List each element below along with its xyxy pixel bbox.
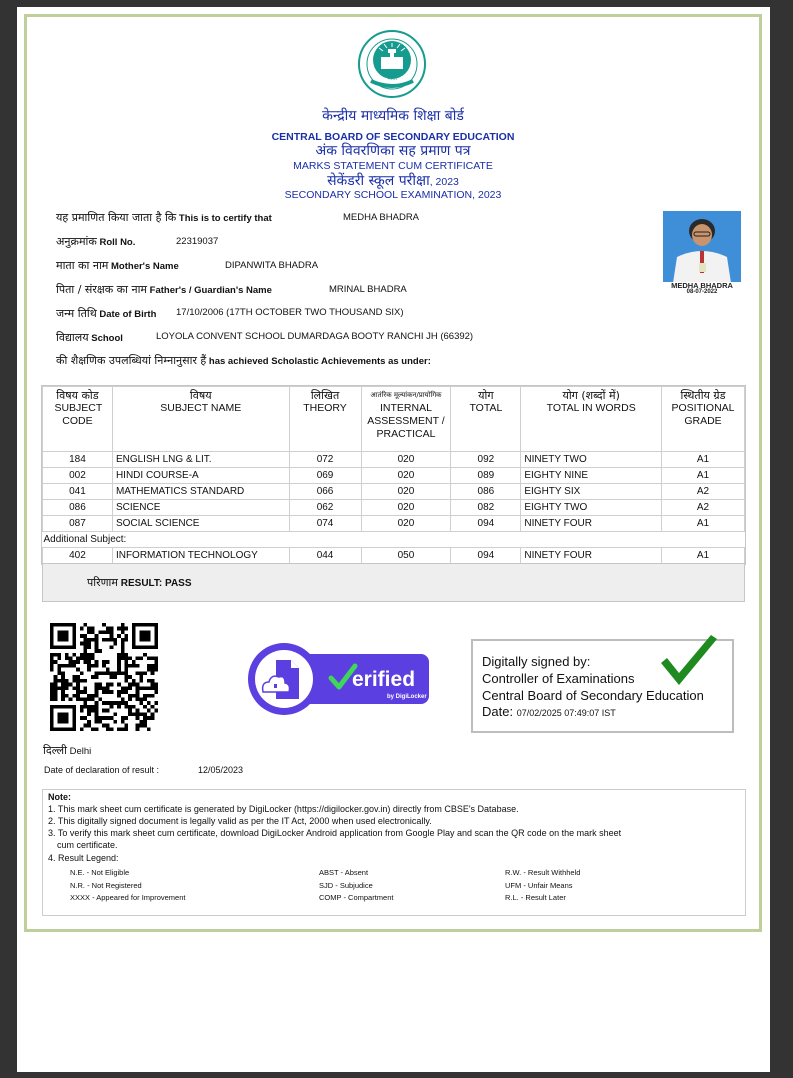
- col-subject-code: विषय कोड SUBJECT CODE: [43, 387, 113, 452]
- board-name-english: CENTRAL BOARD OF SECONDARY EDUCATION: [271, 131, 515, 143]
- legend-item: COMP - Compartment: [319, 893, 394, 902]
- cell-grade: A2: [662, 500, 745, 516]
- cell-code: 402: [43, 548, 113, 564]
- achieve-hindi: की शैक्षणिक उपलब्धियां निम्नानुसार हैं: [56, 354, 207, 367]
- verified-text: erified: [352, 668, 416, 691]
- certify-row: [56, 210, 420, 225]
- place-of-issue: [43, 743, 91, 758]
- mother-hindi: माता का नाम: [56, 259, 109, 272]
- school-name: LOYOLA CONVENT SCHOOL DUMARDAGA BOOTY RANCHI JH (66392): [156, 331, 474, 342]
- father-name: MRINAL BHADRA: [329, 284, 407, 295]
- result-hindi: परिणाम: [87, 576, 118, 589]
- signer-title: Controller of Examinations: [482, 671, 635, 686]
- cell-internal: 050: [361, 548, 451, 564]
- signed-by-label: Digitally signed by:: [482, 654, 591, 669]
- cell-total: 094: [451, 548, 521, 564]
- roll-number: 22319037: [176, 236, 219, 247]
- cell-total: 094: [451, 516, 521, 532]
- cell-name: MATHEMATICS STANDARD: [112, 484, 289, 500]
- mother-row: [56, 258, 319, 273]
- document-title-hindi: अंक विवरणिका सह प्रमाण पत्र: [315, 143, 471, 159]
- cell-internal: 020: [361, 484, 451, 500]
- photo-caption-name: MEDHA BHADRA: [671, 281, 733, 290]
- declaration-date: 12/05/2023: [198, 765, 244, 775]
- photo-caption-date: 08-07-2022: [686, 289, 718, 295]
- cell-words: EIGHTY TWO: [521, 500, 662, 516]
- cell-total: 089: [451, 468, 521, 484]
- document-title-english: MARKS STATEMENT CUM CERTIFICATE: [293, 160, 493, 172]
- dob-hindi: जन्म तिथि: [56, 307, 97, 320]
- father-hindi: पिता / संरक्षक का नाम: [56, 283, 148, 296]
- cell-grade: A2: [662, 484, 745, 500]
- cell-code: 041: [43, 484, 113, 500]
- cell-theory: 044: [289, 548, 361, 564]
- qr-code[interactable]: [50, 623, 158, 731]
- cell-grade: A1: [662, 548, 745, 564]
- col-grade: स्थितीय ग्रेड POSITIONAL GRADE: [662, 387, 745, 452]
- col-theory: लिखित THEORY: [289, 387, 361, 452]
- table-row: [43, 468, 745, 484]
- cell-name: ENGLISH LNG & LIT.: [112, 452, 289, 468]
- cell-total: 092: [451, 452, 521, 468]
- achievements-row: [56, 353, 431, 368]
- legend-item: N.E. - Not Eligible: [70, 868, 130, 877]
- school-row: [56, 330, 474, 345]
- cell-code: 002: [43, 468, 113, 484]
- notes-panel: [42, 789, 746, 916]
- cell-theory: 074: [289, 516, 361, 532]
- declaration-date-row: [44, 765, 244, 775]
- cell-grade: A1: [662, 452, 745, 468]
- signer-organization: Central Board of Secondary Education: [482, 688, 704, 703]
- school-hindi: विद्यालय: [56, 331, 89, 344]
- declaration-label: Date of declaration of result :: [44, 765, 160, 775]
- legend-item: R.W. - Result Withheld: [505, 868, 581, 877]
- student-portrait-icon: [663, 211, 741, 283]
- logo-bharat-text: भारत: [387, 76, 397, 82]
- cell-name: INFORMATION TECHNOLOGY: [112, 548, 289, 564]
- note-item: 1. This mark sheet cum certificate is generated by DigiLocker (https://digilocker.gov.in) directly from CBSE's Database.: [48, 804, 519, 814]
- legend-item: ABST - Absent: [319, 868, 369, 877]
- legend-item: N.R. - Not Registered: [70, 880, 142, 890]
- cbse-logo-icon: [357, 29, 427, 99]
- mother-label: Mother's Name: [111, 261, 179, 272]
- cell-total: 086: [451, 484, 521, 500]
- legend-item: XXXX - Appeared for Improvement: [70, 893, 186, 902]
- cell-theory: 062: [289, 500, 361, 516]
- exam-year-text: , 2023: [429, 176, 459, 188]
- result-label: RESULT: PASS: [120, 578, 192, 589]
- cell-theory: 066: [289, 484, 361, 500]
- cell-words: EIGHTY SIX: [521, 484, 662, 500]
- legend-item: R.L. - Result Later: [505, 893, 566, 902]
- table-row: [43, 452, 745, 468]
- date-of-birth: 17/10/2006 (17TH OCTOBER TWO THOUSAND SIX): [176, 307, 404, 318]
- table-row: [43, 500, 745, 516]
- place-hindi: दिल्ली: [43, 744, 67, 757]
- digital-signature-box: [471, 639, 734, 733]
- signature-check-icon: [659, 633, 717, 693]
- col-total-words: योग (शब्दों में) TOTAL IN WORDS: [521, 387, 662, 452]
- table-row: [43, 484, 745, 500]
- signature-date: [482, 704, 616, 719]
- exam-title-english: SECONDARY SCHOOL EXAMINATION, 2023: [284, 189, 502, 201]
- note-item: 3. To verify this mark sheet cum certificate, download DigiLocker Android application from Google Play and scan the QR code on the mark sheet: [48, 828, 622, 838]
- col-subject-name: विषय SUBJECT NAME: [112, 387, 289, 452]
- roll-hindi: अनुक्रमांक: [56, 235, 97, 248]
- dob-label: Date of Birth: [99, 309, 157, 320]
- table-row: [43, 516, 745, 532]
- digilocker-verified-badge: [247, 642, 430, 716]
- legend-item: UFM - Unfair Means: [505, 880, 573, 890]
- cell-code: 086: [43, 500, 113, 516]
- father-row: [56, 282, 407, 297]
- cell-grade: A1: [662, 516, 745, 532]
- cell-name: SCIENCE: [112, 500, 289, 516]
- place-english: Delhi: [69, 746, 92, 757]
- marks-table: [42, 386, 745, 564]
- dob-row: [56, 306, 404, 321]
- cell-internal: 020: [361, 516, 451, 532]
- certify-label: This is to certify that: [178, 213, 272, 224]
- signature-date-value: 07/02/2025 07:49:07 IST: [516, 708, 616, 718]
- table-row: [43, 548, 745, 564]
- cell-internal: 020: [361, 452, 451, 468]
- table-header-row: [43, 387, 745, 452]
- mother-name: DIPANWITA BHADRA: [225, 260, 319, 271]
- roll-row: [56, 234, 219, 249]
- achieve-label: has achieved Scholastic Achievements as under:: [208, 356, 431, 367]
- notes-title: Note:: [48, 792, 71, 802]
- exam-hindi-text: सेकेंडरी स्कूल परीक्षा: [327, 173, 430, 189]
- board-name-hindi: केन्द्रीय माध्यमिक शिक्षा बोर्ड: [322, 108, 464, 124]
- father-label: Father's / Guardian's Name: [149, 285, 272, 296]
- cell-words: NINETY TWO: [521, 452, 662, 468]
- cell-words: NINETY FOUR: [521, 516, 662, 532]
- note-item: cum certificate.: [57, 840, 118, 850]
- photo-caption: [663, 282, 741, 295]
- cell-internal: 020: [361, 468, 451, 484]
- additional-subject-label: Additional Subject:: [43, 532, 745, 548]
- cell-grade: A1: [662, 468, 745, 484]
- col-internal: आतंरिक मूल्यांकन/प्रायोगिक INTERNAL ASSESSMENT / PRACTICAL: [361, 387, 451, 452]
- cell-name: HINDI COURSE-A: [112, 468, 289, 484]
- verified-by-text: by DigiLocker: [387, 694, 427, 700]
- cell-name: SOCIAL SCIENCE: [112, 516, 289, 532]
- certify-hindi: यह प्रमाणित किया जाता है कि: [56, 211, 177, 224]
- cell-internal: 020: [361, 500, 451, 516]
- cell-code: 087: [43, 516, 113, 532]
- legend-item: SJD - Subjudice: [319, 880, 373, 890]
- signature-date-label: Date:: [482, 704, 514, 719]
- cell-total: 082: [451, 500, 521, 516]
- student-photo: [663, 211, 741, 295]
- additional-subject-row: [43, 532, 745, 548]
- roll-label: Roll No.: [99, 237, 136, 248]
- col-total: योग TOTAL: [451, 387, 521, 452]
- cell-theory: 069: [289, 468, 361, 484]
- note-item: 2. This digitally signed document is legally valid as per the IT Act, 2000 when used electronically.: [48, 816, 432, 826]
- note-item: 4. Result Legend:: [48, 853, 119, 863]
- result-panel: [42, 563, 745, 602]
- cell-code: 184: [43, 452, 113, 468]
- cell-words: EIGHTY NINE: [521, 468, 662, 484]
- cell-words: NINETY FOUR: [521, 548, 662, 564]
- exam-title-hindi: [200, 171, 586, 190]
- cell-theory: 072: [289, 452, 361, 468]
- student-name: MEDHA BHADRA: [343, 212, 420, 223]
- school-label: School: [91, 333, 123, 344]
- result-text: [87, 575, 192, 590]
